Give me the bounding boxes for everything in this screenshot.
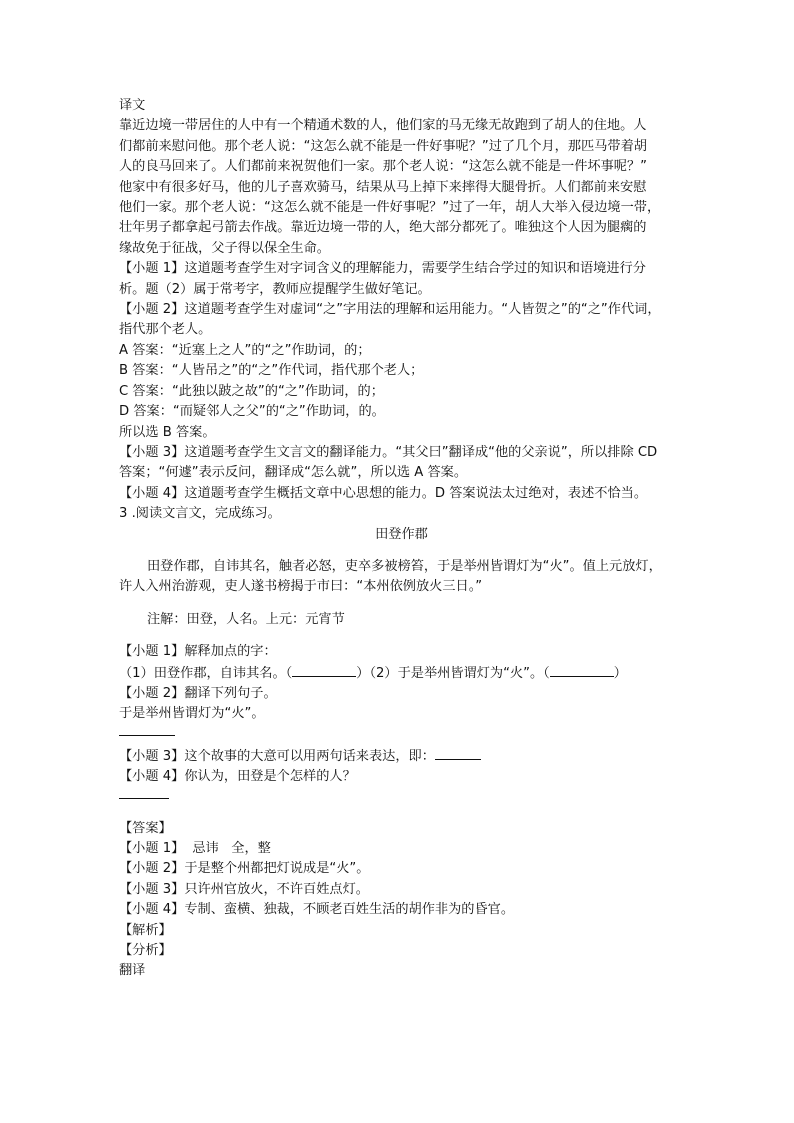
- q2-answer-blank[interactable]: [119, 734, 175, 736]
- translation-line: 壮年男子都拿起弓箭去作战。靠近边境一带的人，绝大部分都死了。唯独这个人因为腿瘸的: [119, 220, 647, 236]
- jiexi-heading: 【解析】: [119, 922, 172, 938]
- fenxi-heading: 【分析】: [119, 943, 172, 959]
- fanyi-heading: 翻译: [119, 963, 146, 979]
- analysis-line: D 答案：“而疑邻人之父”的“之”作助词，的。: [119, 404, 385, 420]
- translation-paragraph: [119, 116, 684, 259]
- translation-line: 缘故免于征战，父子得以保全生命。: [119, 240, 330, 256]
- question-1-items: [119, 663, 684, 684]
- question-2-sentence: 于是举州皆谓灯为“火”。: [119, 706, 265, 722]
- answer-1-label: 【小题 1】: [119, 841, 185, 856]
- answers-heading: 【答案】: [119, 820, 172, 836]
- passage-line: 许人入州治游观，吏人遂书榜揭于市曰：“本州依例放火三日。”: [119, 579, 483, 595]
- question-2-label: 【小题 2】翻译下列句子。: [119, 685, 277, 701]
- answer-4: 【小题 4】专制、蛮横、独裁，不顾老百姓生活的胡作非为的昏官。: [119, 902, 515, 918]
- passage-line: 田登作郡，自讳其名，触者必怒，吏卒多被榜笞，于是举州皆谓灯为“火”。值上元放灯，: [147, 558, 662, 574]
- analysis-line: 【小题 1】这道题考查学生对字词含义的理解能力，需要学生结合学过的知识和语境进行分: [119, 261, 646, 277]
- answer-1: [119, 839, 684, 859]
- q4-answer-blank[interactable]: [119, 797, 169, 799]
- analysis-section: [119, 259, 684, 504]
- translation-line: 们都前来慰问他。那个老人说：“这怎么就不能是一件好事呢？”过了几个月，那匹马带着胡: [119, 138, 647, 154]
- answer-3: 【小题 3】只许州官放火，不许百姓点灯。: [119, 881, 369, 897]
- translation-line: 人的良马回来了。人们都前来祝贺他们一家。那个老人说：“这怎么就不能是一件坏事呢？”: [119, 159, 647, 175]
- translation-heading: 译文: [119, 98, 146, 113]
- translation-line: 他们一家。那个老人说：“这怎么就不能是一件好事呢？”过了一年，胡人大举入侵边境一带，: [119, 200, 661, 216]
- q1-a-suffix: ）（2）于是举州皆谓灯为“火”。（: [356, 665, 550, 681]
- passage-note: 注解：田登，人名。上元：元宵节: [147, 611, 345, 627]
- document-page: [119, 96, 684, 982]
- analysis-line: 指代那个老人。: [119, 322, 212, 338]
- answers-section: [119, 819, 684, 982]
- analysis-line: 答案；“何遽”表示反问，翻译成“怎么就”，所以选 A 答案。: [119, 465, 468, 481]
- analysis-line: 所以选 B 答案。: [119, 424, 216, 440]
- exercise-instruction: 3 .阅读文言文，完成练习。: [119, 506, 281, 522]
- analysis-line: 【小题 3】这道题考查学生文言文的翻译能力。“其父曰”翻译成“他的父亲说”，所以排除 CD: [119, 444, 658, 460]
- analysis-line: 析。题（2）属于常考字，教师应提醒学生做好笔记。: [119, 281, 431, 297]
- answer-2: 【小题 2】于是整个州都把灯说成是“火”。: [119, 861, 370, 877]
- question-3-label: 【小题 3】这个故事的大意可以用两句话来表达，即：: [119, 748, 435, 764]
- translation-line: 他家中有很多好马，他的儿子喜欢骑马，结果从马上掉下来摔得大腿骨折。人们都前来安慰: [119, 179, 647, 195]
- analysis-line: B 答案：“人皆吊之”的“之”作代词，指代那个老人；: [119, 363, 424, 379]
- q1-b-answer-blank[interactable]: [550, 663, 614, 677]
- question-4-label: 【小题 4】你认为，田登是个怎样的人？: [119, 769, 356, 785]
- q3-answer-blank[interactable]: [435, 746, 481, 760]
- q1-a-answer-blank[interactable]: [292, 663, 356, 677]
- passage-text: [119, 557, 684, 598]
- q1-b-suffix: ）: [613, 665, 627, 681]
- analysis-line: A 答案：“近塞上之人”的“之”作助词，的；: [119, 342, 371, 358]
- q1-a-prefix: （1）田登作郡，自讳其名。（: [119, 665, 293, 681]
- question-3: [119, 746, 684, 767]
- passage-title: 田登作郡: [375, 526, 428, 542]
- translation-line: 靠近边境一带居住的人中有一个精通术数的人，他们家的马无缘无故跑到了胡人的住地。人: [119, 118, 647, 134]
- analysis-line: 【小题 2】这道题考查学生对虚词“之”字用法的理解和运用能力。“人皆贺之”的“之”作代词，: [119, 302, 661, 318]
- answer-1-text: 忌讳 全，整: [192, 841, 271, 856]
- question-1-label: 【小题 1】解释加点的字：: [119, 644, 277, 660]
- analysis-line: C 答案：“此独以跛之故”的“之”作助词，的；: [119, 383, 384, 399]
- analysis-line: 【小题 4】这道题考查学生概括文章中心思想的能力。D 答案说法太过绝对，表述不恰当。: [119, 485, 648, 501]
